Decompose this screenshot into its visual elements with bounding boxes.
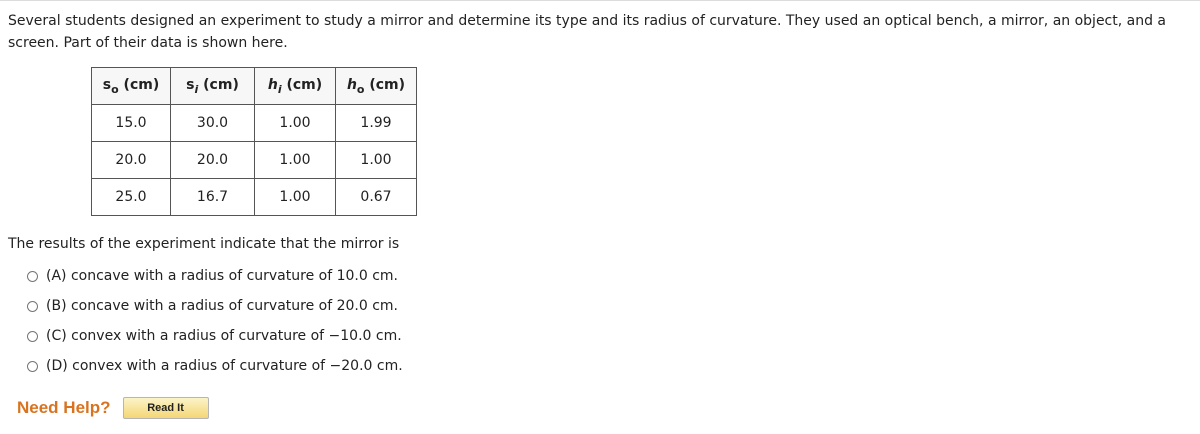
table-cell: 15.0 <box>92 105 171 142</box>
option-d[interactable] <box>27 351 403 381</box>
radio-button[interactable] <box>27 331 38 342</box>
header-si: $s_i$ (cm) <box>171 68 255 105</box>
table-cell: 1.00 <box>255 105 336 142</box>
data-table <box>91 67 417 216</box>
option-b[interactable] <box>27 291 403 321</box>
table-cell: 1.99 <box>336 105 417 142</box>
header-hi: $h_i$ (cm) <box>255 68 336 105</box>
option-c[interactable] <box>27 321 403 351</box>
option-a[interactable] <box>27 261 403 291</box>
option-label: (A) concave with a radius of curvature of 10.0 cm. <box>46 268 398 284</box>
table-header-row <box>92 68 417 105</box>
need-help-label: Need Help? <box>17 398 111 417</box>
table-cell: 20.0 <box>92 142 171 179</box>
question-text: The results of the experiment indicate that the mirror is <box>8 236 400 252</box>
option-label: (C) convex with a radius of curvature of −10.0 cm. <box>46 328 402 344</box>
radio-button[interactable] <box>27 361 38 372</box>
answer-options <box>27 261 403 381</box>
table-cell: 30.0 <box>171 105 255 142</box>
table-cell: 1.00 <box>336 142 417 179</box>
table-cell: 1.00 <box>255 142 336 179</box>
header-so: $s_o$ (cm) <box>92 68 171 105</box>
read-it-button[interactable]: Read It <box>123 397 209 419</box>
table-cell: 1.00 <box>255 179 336 216</box>
table-cell: 20.0 <box>171 142 255 179</box>
option-label: (D) convex with a radius of curvature of −20.0 cm. <box>46 358 403 374</box>
table-cell: 0.67 <box>336 179 417 216</box>
top-divider <box>0 0 1200 1</box>
table-row <box>92 142 417 179</box>
help-bar <box>17 397 209 419</box>
table-cell: 25.0 <box>92 179 171 216</box>
problem-statement: Several students designed an experiment to study a mirror and determine its type and its radius of curvature. They used an optical bench, a mirror, an object, and a screen. Part of their data is shown here. <box>8 13 1167 51</box>
table-cell: 16.7 <box>171 179 255 216</box>
header-ho: $h_o$ (cm) <box>336 68 417 105</box>
radio-button[interactable] <box>27 271 38 282</box>
table-row <box>92 105 417 142</box>
radio-button[interactable] <box>27 301 38 312</box>
table-row <box>92 179 417 216</box>
option-label: (B) concave with a radius of curvature of 20.0 cm. <box>46 298 399 314</box>
